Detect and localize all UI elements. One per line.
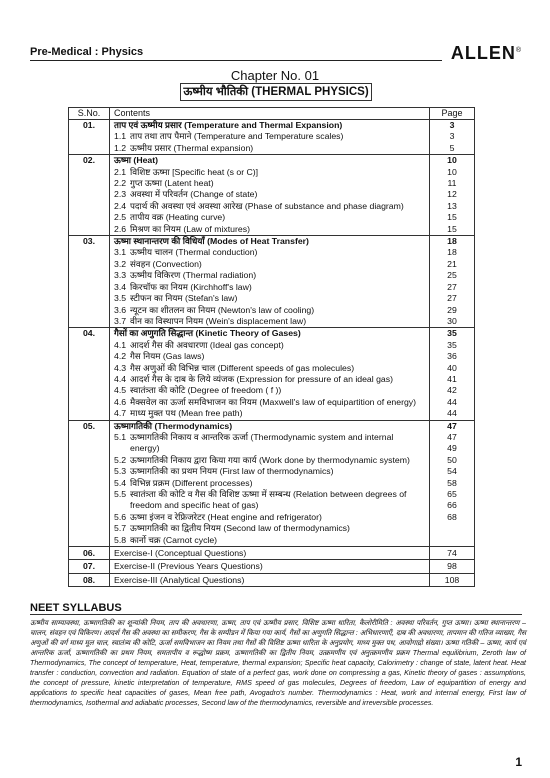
subsection-number: 4.5 <box>114 385 127 396</box>
section-contents <box>110 420 430 546</box>
subsection-page: 36 <box>447 351 457 362</box>
section-title: ताप एवं ऊष्मीय प्रसार (Temperature and Thermal Expansion) <box>114 120 343 130</box>
subsection-item <box>114 189 425 200</box>
subsection-page: 5 <box>449 142 455 153</box>
section-page: 35 <box>447 328 457 339</box>
header-contents: Contents <box>110 108 430 120</box>
subsection-item <box>114 466 425 477</box>
section-pages <box>430 236 475 328</box>
table-row <box>69 328 475 420</box>
syllabus-rule <box>30 614 522 615</box>
subsection-text: स्वातंत्र्ता की कोटि व गैस की विशिष्ट ऊष्मा में सम्बन्ध (Relation between degrees of freedom and specific heat of gas) <box>130 489 407 511</box>
subsection-item <box>114 167 425 178</box>
subsection-item <box>114 305 425 316</box>
subsection-number: 3.3 <box>114 270 127 281</box>
subsection-text: आदर्श गैस के दाब के लिये व्यंजक (Expression for pressure of an ideal gas) <box>130 373 393 384</box>
subsection-text: ऊष्मागतिकी का प्रथम नियम (First law of thermodynamics) <box>130 466 334 477</box>
subsection-number: 2.4 <box>114 200 127 211</box>
section-pages <box>430 120 475 155</box>
subsection-number: 3.2 <box>114 258 127 269</box>
section-pages <box>430 328 475 420</box>
section-number <box>69 328 110 420</box>
subsection-page: 42 <box>447 385 457 396</box>
subsection-text: मिश्रण का नियम (Law of mixtures) <box>130 223 250 234</box>
subsection-item <box>114 523 425 534</box>
exercise-page: 108 <box>430 573 475 586</box>
table-body <box>69 120 475 587</box>
section-number-text: 05. <box>82 420 96 431</box>
subsection-page: 21 <box>447 258 457 269</box>
exercise-title: Exercise-III (Analytical Questions) <box>110 573 430 586</box>
subsection-number: 4.7 <box>114 408 127 419</box>
exercise-page: 98 <box>430 560 475 573</box>
subsection-number: 3.5 <box>114 293 127 304</box>
subsection-text: अवस्था में परिवर्तन (Change of state) <box>130 189 258 200</box>
subsection-text: आदर्श गैस की अवधारणा (Ideal gas concept) <box>130 339 284 350</box>
section-pages <box>430 420 475 546</box>
section-number-text: 03. <box>82 236 96 247</box>
subsection-text: स्वातंत्र्ता की कोटि (Degree of freedom ( f )) <box>130 385 282 396</box>
subject-label: Pre-Medical : Physics <box>30 46 144 58</box>
section-title: ऊष्मा स्थानान्तरण की विधियाँ (Modes of Heat Transfer) <box>114 236 309 247</box>
subsection-text: ऊष्मागतिकी निकाय व आन्तरिक ऊर्जा (Thermodynamic system and internal energy) <box>130 431 394 454</box>
exercise-title: Exercise-II (Previous Years Questions) <box>110 560 430 573</box>
subsection-number: 4.6 <box>114 396 127 407</box>
section-contents <box>110 236 430 328</box>
subsection-item <box>114 478 425 489</box>
subsection-page: 68 <box>447 511 457 522</box>
subsection-page: 11 <box>447 178 457 189</box>
table-row <box>69 560 475 573</box>
subsection-item <box>114 363 425 374</box>
subsection-number: 2.3 <box>114 189 127 200</box>
subsection-item <box>114 397 425 408</box>
brand-text: ALLEN <box>450 43 516 63</box>
section-title: ऊष्मा (Heat) <box>114 155 159 166</box>
subsection-text: विशिष्ट ऊष्मा [Specific heat (s or C)] <box>130 166 259 177</box>
subsection-number: 2.2 <box>114 178 127 189</box>
section-page: 47 <box>447 420 457 431</box>
subsection-item <box>114 385 425 396</box>
subsection-page: 50 <box>447 454 457 465</box>
subsection-text: गुप्त ऊष्मा (Latent heat) <box>130 178 214 189</box>
section-title: ऊष्मागतिकी (Thermodynamics) <box>114 420 233 431</box>
syllabus-text: ऊष्मीय साम्यावस्था, ऊष्मागतिकी का शून्यांकी नियम, ताप की अवधारणा, ऊष्मा, ताप एवं ऊष्मीय प्रसार, विशिष्ट ऊष्मा धारिता, कैलोरीमिति : अवस्था परिवर्तन, गुप्त ऊष्मा। ऊष्मा स्थानान्तरण – चालन, संवहन एवं विकिरण। आदर्श गैस की अवस्था का समीकरण, गैस के सम्पीडन में किया गया कार्य, गैसों का अणुगति सिद्धान्त : अभिधारणाएँ, दाब की अवधारणा, तापमान की गतिज व्याख्या, गैस अणुओं की वर्ग माध्य मूल चाल, स्वातंत्र्य की कोटि, ऊर्जा समविभाजन का नियम तथा गैसों की विशिष्ट ऊष्मा धारिता के अनुप्रयोग, माध्य मुक्त पथ, आवोगाद्रो संख्या। ऊष्मा गतिकी – ऊष्मा, कार्य एवं आन्तरिक ऊर्जा, ऊष्मागतिकी का प्रथम नियम, समतापीय व रूद्धोष्म प्रक्रम, ऊष्मागतिकी का द्वितीय नियम, उत्क्रमणीय एवं अनुत्क्रमणीय प्रक्रम Thermal equilibrium, Zeroth law of Thermodynamics, The concept of temperature, Heat, temperature, thermal expansion; Specific heat capacity, Calorimetry : change of state, latent heat. Heat transfer : conduction, convection and radiation. Equation of state of a perfect gas, work done on compressing a gas, Kinetic theory of gases : assumptions, the concept of pressure, kinetic interpretation of temperature, RMS speed of gas molecules, Degrees of freedom, Law of equipartition of energy and applications to specific heat capacities of gases, Mean free path, Avogadro's number. Thermodynamics : Heat, work and internal energy, First law of thermodynamics, Isothermal and adiabatic processes, Second law of the thermodynamics, reversible and irreversible processes. <box>30 619 526 707</box>
subsection-item <box>114 259 425 270</box>
subsection-text: गैस नियम (Gas laws) <box>130 351 205 362</box>
subsection-number: 4.1 <box>114 339 127 350</box>
subsection-item <box>114 212 425 223</box>
subsection-page: 44 <box>447 408 457 419</box>
subsection-item <box>114 455 425 466</box>
contents-table <box>68 107 475 587</box>
subsection-item <box>114 293 425 304</box>
subsection-page: 12 <box>447 189 457 200</box>
subsection-number: 5.5 <box>114 489 127 499</box>
subsection-number: 3.1 <box>114 247 127 258</box>
subsection-item <box>114 201 425 212</box>
subsection-item <box>114 351 425 362</box>
subsection-page: 3 <box>449 131 455 142</box>
subsection-number: 2.5 <box>114 212 127 223</box>
subsection-page: 10 <box>447 166 457 177</box>
section-number-text: 04. <box>82 328 96 339</box>
table-row <box>69 547 475 560</box>
subsection-item <box>114 143 425 154</box>
subsection-text: गैस अणुओं की विभिन्न चाल (Different speeds of gas molecules) <box>130 362 355 373</box>
syllabus-heading: NEET SYLLABUS <box>30 602 122 614</box>
exercise-number <box>69 573 110 586</box>
subsection-page: 18 <box>447 247 457 258</box>
section-number <box>69 420 110 546</box>
subsection-text: ऊष्मागतिकी निकाय द्वारा किया गया कार्य (Work done by thermodynamic system) <box>130 454 410 465</box>
subsection-item <box>114 535 425 546</box>
subsection-page: 54 <box>447 466 457 477</box>
section-number-text: 01. <box>82 120 96 130</box>
subsection-page: 47 <box>447 431 457 442</box>
subsection-item <box>114 178 425 189</box>
subsection-text: पदार्थ की अवस्था एवं अवस्था आरेख (Phase of substance and phase diagram) <box>130 200 404 211</box>
subsection-number: 5.4 <box>114 477 127 488</box>
subsection-page: 35 <box>447 339 457 350</box>
subsection-text: ऊष्मीय प्रसार (Thermal expansion) <box>130 142 254 153</box>
subsection-item <box>114 340 425 351</box>
subsection-item <box>114 432 425 455</box>
subsection-item <box>114 489 425 512</box>
subsection-number: 3.7 <box>114 315 127 326</box>
subsection-number: 5.8 <box>114 534 127 545</box>
table-header-row <box>69 108 475 120</box>
subsection-page: 15 <box>447 212 457 223</box>
brand-logo <box>451 43 522 64</box>
section-number <box>69 120 110 155</box>
table-row <box>69 120 475 155</box>
subsection-page: 66 <box>447 500 457 511</box>
subsection-item <box>114 131 425 142</box>
subsection-text: वीन का विस्थापन नियम (Wein's displacement law) <box>130 315 307 326</box>
subsection-item <box>114 408 425 419</box>
subsection-number: 5.7 <box>114 523 127 534</box>
subsection-number: 2.6 <box>114 223 127 234</box>
subsection-number: 1.1 <box>114 131 127 142</box>
section-title: गैसों का अणुगति सिद्धान्त (Kinetic Theory of Gases) <box>114 328 301 339</box>
page-number: 1 <box>515 755 522 769</box>
exercise-number <box>69 560 110 573</box>
subsection-text: ऊष्मा इंजन व रेफ्रिजरेटर (Heat engine and refrigerator) <box>130 511 322 522</box>
subsection-text: स्टीफन का नियम (Stefan's law) <box>130 293 238 304</box>
section-contents <box>110 155 430 236</box>
section-contents <box>110 328 430 420</box>
section-pages <box>430 155 475 236</box>
table-row <box>69 573 475 586</box>
subsection-number: 5.2 <box>114 454 127 465</box>
subsection-page: 58 <box>447 477 457 488</box>
subsection-item <box>114 224 425 235</box>
subsection-page: 29 <box>447 304 457 315</box>
subsection-page: 30 <box>447 315 457 326</box>
subsection-number: 3.6 <box>114 304 127 315</box>
subsection-page: 25 <box>447 270 457 281</box>
subsection-number: 1.2 <box>114 142 127 153</box>
subsection-page: 49 <box>447 443 457 454</box>
subsection-page: 27 <box>447 281 457 292</box>
section-number <box>69 155 110 236</box>
subsection-page: 13 <box>447 200 457 211</box>
subsection-text: संवहन (Convection) <box>130 258 202 269</box>
header-page: Page <box>430 108 475 120</box>
header-sno: S.No. <box>69 108 110 120</box>
subsection-item <box>114 247 425 258</box>
subsection-number: 2.1 <box>114 166 127 177</box>
section-page: 3 <box>449 120 455 130</box>
subsection-item <box>114 282 425 293</box>
table-row <box>69 236 475 328</box>
subsection-page: 40 <box>447 362 457 373</box>
subsection-page: 27 <box>447 293 457 304</box>
subsection-number: 4.3 <box>114 362 127 373</box>
subsection-text: ऊष्मीय चालन (Thermal conduction) <box>130 247 258 258</box>
subsection-text: किरचॉफ का नियम (Kirchhoff's law) <box>130 281 252 292</box>
header-rule <box>30 60 442 61</box>
subsection-text: न्यूटन का शीतलन का नियम (Newton's law of cooling) <box>130 304 315 315</box>
subsection-text: ताप तथा ताप पैमाने (Temperature and Temperature scales) <box>130 131 344 142</box>
subsection-text: विभिन्न प्रक्रम (Different processes) <box>130 477 253 488</box>
exercise-title: Exercise-I (Conceptual Questions) <box>110 547 430 560</box>
subsection-number: 5.6 <box>114 511 127 522</box>
exercise-number <box>69 547 110 560</box>
subsection-number: 4.4 <box>114 373 127 384</box>
subsection-item <box>114 512 425 523</box>
subsection-number: 4.2 <box>114 351 127 362</box>
exercise-number-text: 06. <box>82 548 96 559</box>
section-page: 10 <box>447 155 457 166</box>
subsection-text: तापीय वक्र (Heating curve) <box>130 212 226 223</box>
section-page: 18 <box>447 236 457 247</box>
table-row <box>69 420 475 546</box>
exercise-number-text: 08. <box>82 574 96 585</box>
section-number-text: 02. <box>82 155 96 166</box>
subsection-page: 15 <box>447 223 457 234</box>
section-contents <box>110 120 430 155</box>
subsection-number: 5.3 <box>114 466 127 477</box>
subsection-number: 3.4 <box>114 281 127 292</box>
subsection-page: 65 <box>447 489 457 499</box>
brand-mark: ® <box>515 47 522 54</box>
table-row <box>69 155 475 236</box>
section-number <box>69 236 110 328</box>
subsection-text: ऊष्मागतिकी का द्वितीय नियम (Second law of thermodynamics) <box>130 523 350 534</box>
subsection-number: 5.1 <box>114 431 127 442</box>
subsection-page: 41 <box>447 373 457 384</box>
subsection-page: 44 <box>447 396 457 407</box>
chapter-number: Chapter No. 01 <box>230 68 320 83</box>
exercise-page: 74 <box>430 547 475 560</box>
page-header <box>30 44 522 64</box>
subsection-item <box>114 270 425 281</box>
subsection-text: ऊष्मीय विकिरण (Thermal radiation) <box>130 270 257 281</box>
exercise-number-text: 07. <box>82 561 96 572</box>
chapter-title: ऊष्मीय भौतिकी (THERMAL PHYSICS) <box>180 83 372 101</box>
subsection-item <box>114 316 425 327</box>
subsection-text: मैक्सवेल का ऊर्जा समविभाजन का नियम (Maxwell's law of equipartition of energy) <box>130 396 417 407</box>
subsection-item <box>114 374 425 385</box>
subsection-text: माध्य मुक्त पथ (Mean free path) <box>130 408 243 419</box>
subsection-text: कार्नो चक्र (Carnot cycle) <box>130 534 218 545</box>
